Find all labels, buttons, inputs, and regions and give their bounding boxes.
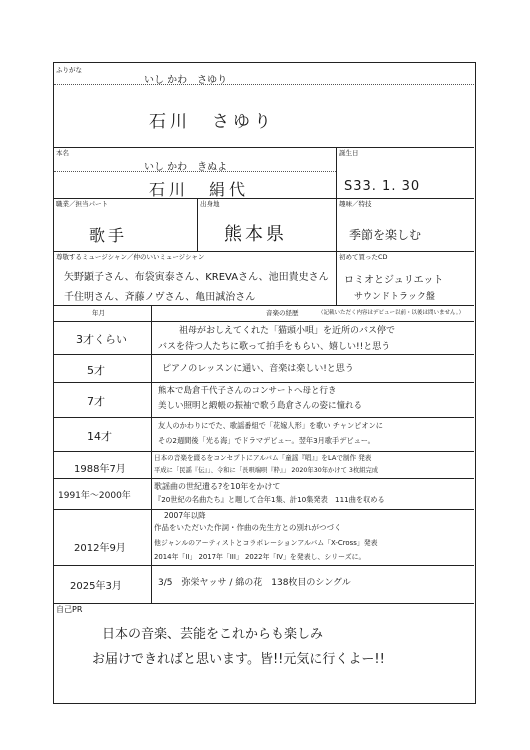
label-hobby: 趣味／特技 (339, 200, 372, 208)
history-entry: 歌謡曲の世紀遺る?を10年をかけて (154, 482, 281, 491)
respected-line-2: 千住明さん、斉藤ノヴさん、亀田誠治さん (64, 292, 256, 303)
history-year: 1988年7月 (74, 464, 126, 475)
rule (54, 321, 474, 322)
label-birthday: 誕生日 (339, 149, 359, 157)
history-entry: 美しい照明と緞帳の振袖で歌う島倉さんの姿に憧れる (158, 401, 363, 411)
history-year: 2012年9月 (74, 543, 126, 554)
furigana-value: いし かわ さゆり (144, 75, 228, 86)
history-entry: 平成に「民謡『伝』」、令和に「長唄端唄『粋』」 2020年30年かけて 3枚組完成 (154, 467, 379, 474)
label-respected: 尊敬するミュージシャン／仲のいいミュージシャン (56, 253, 205, 261)
history-entry: 熊本で島倉千代子さんのコンサートへ母と行き (158, 386, 337, 396)
self-pr-line-2: お届けできればと思います。皆!!元気に行くよー!! (92, 652, 385, 667)
rule (197, 198, 198, 251)
rule (54, 305, 474, 306)
rule (54, 198, 474, 199)
label-self-pr: 自己PR (56, 605, 83, 614)
rule (336, 198, 337, 251)
history-year: 3才くらい (76, 333, 127, 346)
rule (54, 354, 474, 355)
history-year: 2025年3月 (70, 581, 122, 592)
rule (336, 147, 337, 198)
label-real-name: 本名 (56, 149, 69, 157)
respected-line-1: 矢野顕子さん、布袋寅泰さん、KREVAさん、池田貴史さん (64, 272, 329, 283)
birthplace-value: 熊本県 (224, 224, 287, 245)
history-entry: 作品をいただいた作詞・作曲の先生方との別れがつづく (154, 523, 342, 532)
real-furigana-value: いし かわ きぬよ (144, 162, 228, 173)
history-entry: 3/5 弥栄ヤッサ / 綿の花 138枚目のシングル (158, 578, 351, 588)
history-entry: 2014年「II」 2017年「III」 2022年「IV」を発表し、シリーズに。 (154, 553, 366, 561)
history-entry: バスを待つ人たちに歌って拍手をもらい、嬉しい!!と思う (158, 342, 391, 352)
rule (151, 305, 152, 603)
label-history-note: （記載いただく内容はデビュー以前・以後は問いません。） (318, 310, 465, 316)
rule (54, 382, 474, 383)
rule (54, 603, 474, 604)
history-year: 7才 (87, 395, 105, 408)
history-entry: 祖母がおしえてくれた「猫頭小唄」を近所のバス停で (179, 326, 396, 336)
history-entry: その2週間後「光る海」でドラマデビュー。翌年3月歌手デビュー。 (158, 436, 375, 445)
stage-name-value: 石川 さゆり (149, 112, 275, 132)
label-first-cd: 初めて買ったCD (339, 253, 388, 261)
label-furigana: ふりがな (56, 66, 82, 74)
history-entry: 友人のかわりにでた、歌謡番組で「花嫁人形」を歌い チャンピオンに (158, 421, 383, 430)
label-occupation: 職業／担当パート (56, 200, 108, 208)
history-entry: ピアノのレッスンに通い、音楽は楽しい!と思う (162, 364, 354, 374)
history-year: 5才 (87, 364, 105, 377)
history-year: 1991年〜2000年 (58, 491, 131, 501)
history-entry: 日本の音楽を綴るをコンセプトにアルバム「童謡『唱』」をLAで制作 発表 (154, 454, 372, 462)
history-entry: 2007年以降 (164, 511, 206, 520)
rule (54, 147, 474, 148)
rule (54, 251, 474, 252)
history-entry: 『20世紀の名曲たち』と題して合年1集、計10集発表 111曲を収める (154, 495, 385, 504)
rule (336, 251, 337, 305)
label-year: 年月 (92, 309, 105, 317)
dotted-rule (54, 84, 474, 85)
profile-sheet (53, 62, 476, 704)
rule (54, 509, 474, 510)
first-cd-line-1: ロミオとジュリエット (344, 275, 444, 286)
history-entry: 他ジャンルのアーティストとコラボレーションアルバム「X-Cross」発表 (154, 539, 378, 547)
occupation-value: 歌手 (89, 226, 128, 245)
label-history: 音楽の経歴 (266, 309, 299, 317)
first-cd-line-2: サウンドトラック盤 (354, 292, 435, 302)
history-year: 14才 (87, 430, 112, 443)
rule (54, 478, 474, 479)
rule (54, 565, 474, 566)
birthday-value: S33. 1. 30 (344, 179, 421, 194)
self-pr-line-1: 日本の音楽、芸能をこれからも楽しみ (102, 627, 324, 642)
label-birthplace: 出身地 (200, 200, 220, 208)
rule (54, 417, 474, 418)
real-name-value: 石川 絹代 (149, 180, 250, 199)
hobby-value: 季節を楽しむ (349, 228, 422, 242)
